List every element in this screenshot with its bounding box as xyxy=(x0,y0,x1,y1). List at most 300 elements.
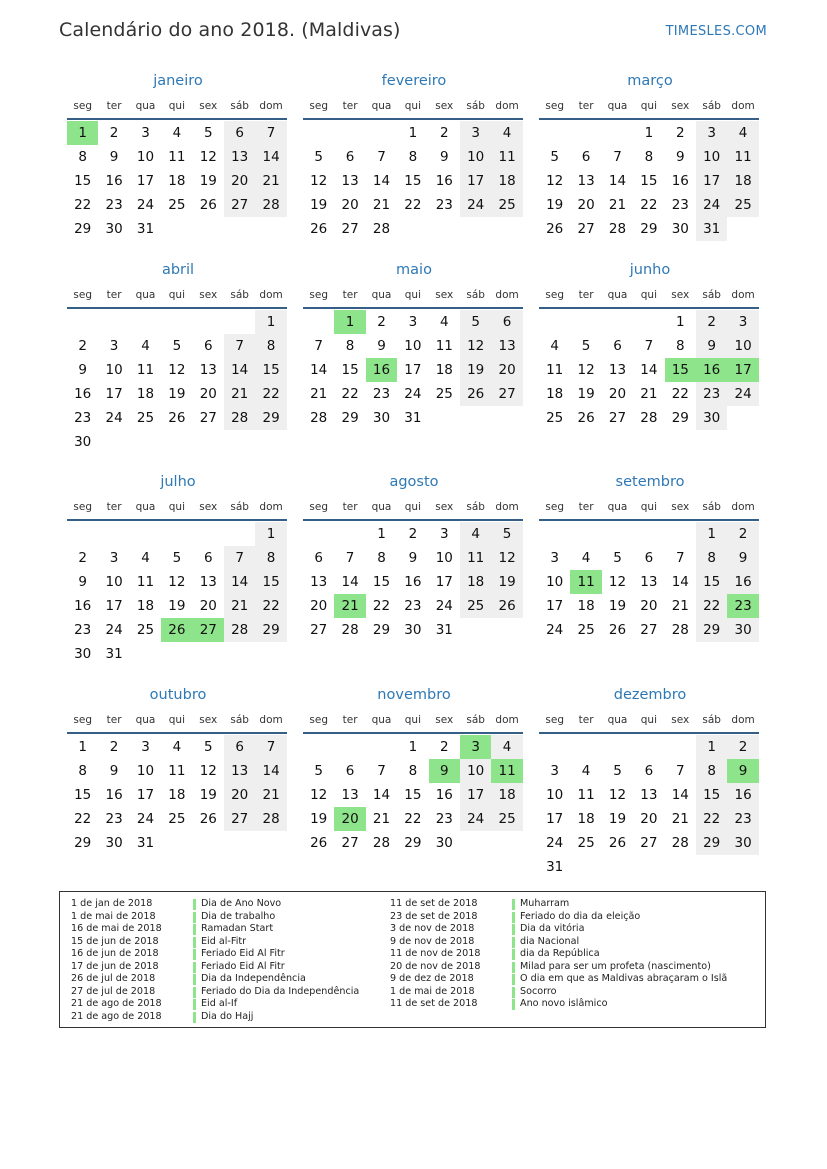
day-cell: 10 xyxy=(404,338,422,354)
day-cell: 28 xyxy=(255,807,286,831)
weekday-label: sex xyxy=(435,100,454,112)
day-cell: 27 xyxy=(310,622,328,638)
weekday-label: ter xyxy=(106,100,122,112)
day-cell: 5 xyxy=(581,338,591,354)
day-cell: 1 xyxy=(377,526,386,542)
day-cell: 7 xyxy=(345,550,355,566)
legend-holiday-name: Ramadan Start xyxy=(201,923,274,934)
legend-holiday-name: Dia da vitória xyxy=(520,923,585,934)
day-cell: 4 xyxy=(460,522,491,546)
weekday-header xyxy=(539,501,761,517)
day-cell: 24 xyxy=(696,193,727,217)
day-cell: 26 xyxy=(577,410,595,426)
weekday-label: qua xyxy=(135,100,156,112)
day-cell: 11 xyxy=(577,787,595,803)
weekday-label: seg xyxy=(73,714,92,726)
weekday-label: ter xyxy=(578,501,594,513)
day-cell: 18 xyxy=(491,169,522,193)
day-cell: 9 xyxy=(696,334,727,358)
day-cell: 8 xyxy=(408,763,418,779)
day-cell: 17 xyxy=(546,598,564,614)
day-cell: 3 xyxy=(460,121,491,145)
day-cell: 21 xyxy=(671,598,689,614)
day-cell: 14 xyxy=(224,570,255,594)
weekday-label: ter xyxy=(342,714,358,726)
day-cell: 12 xyxy=(608,574,627,590)
day-cell: 18 xyxy=(577,811,595,827)
legend-marker xyxy=(193,1012,196,1023)
brand-link[interactable]: TIMESLES.COM xyxy=(665,24,767,39)
weekday-label: qui xyxy=(640,289,657,301)
day-cell: 28 xyxy=(255,193,286,217)
day-cell: 25 xyxy=(577,622,595,638)
day-cell: 19 xyxy=(608,598,627,614)
day-cell: 18 xyxy=(136,386,155,402)
day-cell: 2 xyxy=(727,735,758,759)
day-cell: 29 xyxy=(404,835,422,851)
day-cell-holiday: 21 xyxy=(334,594,365,618)
day-cell-holiday: 11 xyxy=(491,759,522,783)
legend-marker xyxy=(512,937,515,948)
day-cell: 3 xyxy=(109,550,119,566)
day-cell: 26 xyxy=(168,410,186,426)
day-cell: 5 xyxy=(613,550,622,566)
weekday-label: qui xyxy=(168,714,185,726)
legend-holiday-name: Eid al-Fitr xyxy=(201,935,247,947)
day-cell: 10 xyxy=(105,574,123,590)
month-divider xyxy=(67,118,287,120)
day-cell: 20 xyxy=(224,783,255,807)
day-cell: 2 xyxy=(109,739,119,755)
day-cell: 16 xyxy=(435,787,453,803)
day-cell: 21 xyxy=(255,783,286,807)
day-cell: 10 xyxy=(460,759,491,783)
day-cell: 21 xyxy=(640,386,658,402)
legend-date: 1 de jan de 2018 xyxy=(71,898,153,909)
holiday-legend xyxy=(59,891,766,1028)
weekday-label: ter xyxy=(342,100,358,112)
weekday-label: seg xyxy=(309,714,328,726)
day-cell: 30 xyxy=(105,835,123,851)
month-title: fevereiro xyxy=(381,73,447,89)
day-cell: 30 xyxy=(372,410,391,426)
weekday-label: dom xyxy=(495,714,519,726)
day-cell: 2 xyxy=(109,125,119,141)
day-cell: 3 xyxy=(696,121,727,145)
weekday-label: qua xyxy=(371,714,392,726)
day-cell: 29 xyxy=(74,221,92,237)
weekday-label: qui xyxy=(640,714,657,726)
day-cell: 6 xyxy=(345,149,355,165)
weekday-header xyxy=(67,289,289,305)
weekday-header xyxy=(539,714,761,730)
day-cell: 12 xyxy=(168,362,186,378)
day-cell: 6 xyxy=(581,149,591,165)
month-divider xyxy=(67,519,287,521)
day-cell: 3 xyxy=(439,526,449,542)
day-cell: 31 xyxy=(404,410,422,426)
day-cell: 15 xyxy=(74,787,92,803)
day-cell: 31 xyxy=(696,217,727,241)
day-cell: 20 xyxy=(224,169,255,193)
legend-date: 11 de set de 2018 xyxy=(390,898,478,909)
day-cell: 30 xyxy=(74,646,92,662)
legend-holiday-name: Feriado Eid Al Fitr xyxy=(201,960,285,972)
day-cell: 29 xyxy=(74,835,92,851)
weekday-label: qui xyxy=(640,501,657,513)
day-cell: 10 xyxy=(136,149,155,165)
legend-holiday-name: Eid al-If xyxy=(201,998,238,1009)
day-cell: 18 xyxy=(491,783,522,807)
day-cell: 5 xyxy=(172,338,182,354)
day-cell: 12 xyxy=(546,173,564,189)
day-cell: 28 xyxy=(224,618,255,642)
weekday-label: seg xyxy=(545,100,564,112)
day-cell: 30 xyxy=(727,618,758,642)
weekday-header xyxy=(303,100,525,116)
day-cell-holiday: 17 xyxy=(727,358,758,382)
day-cell: 1 xyxy=(675,314,685,330)
day-cell: 21 xyxy=(224,594,255,618)
month-title: maio xyxy=(396,262,432,278)
day-cell: 15 xyxy=(640,173,658,189)
day-cell: 8 xyxy=(255,546,286,570)
day-cell: 2 xyxy=(675,125,685,141)
weekday-label: sáb xyxy=(230,501,249,513)
day-cell: 4 xyxy=(141,338,150,354)
day-cell: 2 xyxy=(78,550,87,566)
day-cell: 10 xyxy=(435,550,453,566)
day-cell: 23 xyxy=(74,622,92,638)
legend-holiday-name: dia da República xyxy=(520,948,600,959)
day-cell: 8 xyxy=(675,338,685,354)
day-cell: 9 xyxy=(408,550,418,566)
day-cell: 14 xyxy=(608,173,627,189)
day-cell: 2 xyxy=(696,310,727,334)
day-cell: 4 xyxy=(141,550,150,566)
day-cell: 21 xyxy=(372,197,391,213)
day-cell-holiday: 15 xyxy=(665,358,696,382)
legend-date: 11 de set de 2018 xyxy=(390,998,478,1009)
weekday-label: ter xyxy=(106,501,122,513)
month-title: dezembro xyxy=(613,687,687,703)
day-cell: 23 xyxy=(435,197,453,213)
day-cell: 1 xyxy=(408,739,418,755)
legend-marker xyxy=(193,999,196,1010)
day-cell: 24 xyxy=(460,807,491,831)
weekday-label: dom xyxy=(495,501,519,513)
weekday-label: sex xyxy=(199,501,218,513)
day-cell: 22 xyxy=(74,811,92,827)
day-cell: 30 xyxy=(404,622,422,638)
day-cell: 27 xyxy=(341,221,359,237)
day-cell: 14 xyxy=(671,574,689,590)
day-cell: 19 xyxy=(168,598,186,614)
day-cell: 11 xyxy=(136,362,155,378)
day-cell: 5 xyxy=(314,763,323,779)
day-cell: 1 xyxy=(696,735,727,759)
day-cell: 5 xyxy=(491,522,522,546)
day-cell: 6 xyxy=(203,550,213,566)
day-cell: 22 xyxy=(671,386,689,402)
day-cell-holiday: 11 xyxy=(570,570,601,594)
day-cell: 23 xyxy=(372,386,391,402)
day-cell: 10 xyxy=(727,334,758,358)
day-cell: 15 xyxy=(255,570,286,594)
day-cell: 8 xyxy=(644,149,654,165)
legend-marker xyxy=(512,999,515,1010)
weekday-label: seg xyxy=(545,289,564,301)
day-cell: 6 xyxy=(224,735,255,759)
day-cell: 29 xyxy=(671,410,689,426)
day-cell: 15 xyxy=(74,173,92,189)
day-cell: 25 xyxy=(546,410,564,426)
weekday-label: dom xyxy=(731,289,755,301)
day-cell: 16 xyxy=(727,570,758,594)
day-cell: 29 xyxy=(255,618,286,642)
day-cell: 9 xyxy=(377,338,386,354)
month-divider xyxy=(303,732,523,734)
day-cell: 16 xyxy=(105,173,123,189)
day-cell-holiday: 20 xyxy=(334,807,365,831)
day-cell: 3 xyxy=(141,739,150,755)
weekday-label: ter xyxy=(106,289,122,301)
legend-marker xyxy=(193,924,196,935)
day-cell: 8 xyxy=(696,546,727,570)
weekday-header xyxy=(303,289,525,305)
day-cell: 15 xyxy=(404,787,422,803)
day-cell: 19 xyxy=(199,787,217,803)
day-cell: 25 xyxy=(491,193,522,217)
day-cell: 21 xyxy=(310,386,328,402)
day-cell: 13 xyxy=(640,787,658,803)
weekday-label: seg xyxy=(309,289,328,301)
weekday-label: dom xyxy=(259,289,283,301)
day-cell: 15 xyxy=(404,173,422,189)
weekday-label: ter xyxy=(342,501,358,513)
legend-date: 1 de mai de 2018 xyxy=(390,985,475,997)
month-divider xyxy=(539,732,759,734)
day-cell: 29 xyxy=(255,406,286,430)
day-cell: 20 xyxy=(341,197,359,213)
day-cell: 9 xyxy=(78,362,87,378)
day-cell: 11 xyxy=(460,546,491,570)
day-cell: 24 xyxy=(404,386,422,402)
day-cell: 30 xyxy=(696,406,727,430)
day-cell: 6 xyxy=(224,121,255,145)
legend-date: 15 de jun de 2018 xyxy=(71,935,159,947)
day-cell: 2 xyxy=(727,522,758,546)
day-cell: 16 xyxy=(105,787,123,803)
day-cell: 27 xyxy=(577,221,595,237)
legend-date: 26 de jul de 2018 xyxy=(71,973,156,984)
day-cell: 19 xyxy=(491,570,522,594)
day-cell: 3 xyxy=(550,550,559,566)
day-cell: 26 xyxy=(199,197,217,213)
day-cell: 31 xyxy=(546,859,564,875)
day-cell: 6 xyxy=(491,310,522,334)
day-cell: 7 xyxy=(675,763,685,779)
legend-marker xyxy=(193,974,196,985)
month-title: junho xyxy=(629,262,671,278)
legend-holiday-name: Dia da Independência xyxy=(201,973,306,984)
legend-date: 21 de ago de 2018 xyxy=(71,998,162,1009)
day-cell-holiday: 27 xyxy=(193,618,224,642)
page-title: Calendário do ano 2018. (Maldivas) xyxy=(59,19,401,41)
month-divider xyxy=(67,307,287,309)
day-cell: 24 xyxy=(546,622,564,638)
day-cell-holiday: 1 xyxy=(67,121,98,145)
legend-marker xyxy=(512,987,515,998)
legend-marker xyxy=(512,962,515,973)
day-cell: 7 xyxy=(613,149,622,165)
day-cell: 14 xyxy=(640,362,658,378)
weekday-label: ter xyxy=(106,714,122,726)
legend-date: 27 de jul de 2018 xyxy=(71,985,156,997)
legend-marker xyxy=(193,987,196,998)
day-cell: 18 xyxy=(460,570,491,594)
day-cell: 6 xyxy=(314,550,323,566)
day-cell: 23 xyxy=(105,811,123,827)
day-cell-holiday: 16 xyxy=(366,358,397,382)
month-title: outubro xyxy=(149,687,207,703)
day-cell: 30 xyxy=(105,221,123,237)
day-cell: 5 xyxy=(172,550,182,566)
weekday-label: sex xyxy=(199,714,218,726)
day-cell-holiday: 1 xyxy=(334,310,365,334)
day-cell: 28 xyxy=(608,221,627,237)
day-cell: 11 xyxy=(168,763,186,779)
legend-marker xyxy=(512,924,515,935)
legend-marker xyxy=(193,949,196,960)
day-cell: 24 xyxy=(136,197,155,213)
weekday-label: dom xyxy=(731,100,755,112)
day-cell: 18 xyxy=(435,362,453,378)
day-cell: 23 xyxy=(696,382,727,406)
legend-date: 16 de mai de 2018 xyxy=(71,923,162,934)
day-cell: 11 xyxy=(727,145,758,169)
day-cell: 4 xyxy=(581,550,591,566)
weekday-header xyxy=(539,289,761,305)
weekday-label: qui xyxy=(168,289,185,301)
day-cell: 7 xyxy=(675,550,685,566)
day-cell: 11 xyxy=(168,149,186,165)
day-cell: 27 xyxy=(491,382,522,406)
day-cell: 21 xyxy=(372,811,391,827)
day-cell: 10 xyxy=(546,574,564,590)
day-cell: 17 xyxy=(105,386,123,402)
day-cell: 25 xyxy=(577,835,595,851)
day-cell: 12 xyxy=(577,362,595,378)
day-cell: 4 xyxy=(172,739,182,755)
day-cell: 10 xyxy=(136,763,155,779)
weekday-header xyxy=(67,100,289,116)
legend-marker xyxy=(193,912,196,923)
weekday-label: sex xyxy=(671,714,690,726)
day-cell: 26 xyxy=(608,622,627,638)
weekday-label: dom xyxy=(259,100,283,112)
day-cell: 31 xyxy=(136,835,155,851)
day-cell: 25 xyxy=(136,410,155,426)
day-cell: 3 xyxy=(550,763,559,779)
day-cell: 27 xyxy=(199,410,217,426)
day-cell: 27 xyxy=(640,622,658,638)
legend-holiday-name: Dia de Ano Novo xyxy=(201,898,282,909)
month-title: novembro xyxy=(377,687,451,703)
weekday-label: sex xyxy=(671,289,690,301)
weekday-label: qua xyxy=(371,100,392,112)
day-cell-holiday: 16 xyxy=(696,358,727,382)
day-cell: 7 xyxy=(255,735,286,759)
day-cell: 22 xyxy=(696,807,727,831)
day-cell: 24 xyxy=(546,835,564,851)
weekday-label: dom xyxy=(495,289,519,301)
day-cell: 22 xyxy=(255,594,286,618)
legend-holiday-name: Dia do Hajj xyxy=(201,1010,254,1022)
day-cell: 14 xyxy=(372,787,391,803)
day-cell: 29 xyxy=(640,221,658,237)
month-divider xyxy=(303,307,523,309)
day-cell: 20 xyxy=(310,598,328,614)
legend-date: 11 de nov de 2018 xyxy=(390,948,481,959)
day-cell: 28 xyxy=(640,410,658,426)
month-title: janeiro xyxy=(153,73,203,89)
weekday-label: sex xyxy=(435,714,454,726)
weekday-label: dom xyxy=(259,714,283,726)
weekday-label: qua xyxy=(607,100,628,112)
legend-holiday-name: Feriado Eid Al Fitr xyxy=(201,948,285,959)
month-divider xyxy=(539,307,759,309)
day-cell: 25 xyxy=(727,193,758,217)
day-cell: 22 xyxy=(372,598,391,614)
weekday-label: sex xyxy=(671,100,690,112)
weekday-label: qua xyxy=(135,289,156,301)
day-cell: 17 xyxy=(136,173,155,189)
day-cell: 8 xyxy=(408,149,418,165)
day-cell: 24 xyxy=(460,193,491,217)
day-cell: 6 xyxy=(203,338,213,354)
month-title: março xyxy=(627,73,673,89)
month-title: agosto xyxy=(389,474,439,490)
day-cell: 6 xyxy=(644,550,654,566)
weekday-label: sáb xyxy=(466,714,485,726)
day-cell: 22 xyxy=(696,594,727,618)
day-cell: 11 xyxy=(435,338,453,354)
legend-holiday-name: Milad para ser um profeta (nascimento) xyxy=(520,960,711,972)
day-cell: 24 xyxy=(105,622,123,638)
day-cell: 19 xyxy=(199,173,217,189)
day-cell: 20 xyxy=(577,197,595,213)
day-cell: 18 xyxy=(727,169,758,193)
day-cell: 26 xyxy=(460,382,491,406)
day-cell: 22 xyxy=(255,382,286,406)
weekday-label: ter xyxy=(578,100,594,112)
day-cell: 26 xyxy=(199,811,217,827)
weekday-header xyxy=(303,714,525,730)
legend-date: 9 de dez de 2018 xyxy=(390,973,474,984)
day-cell: 26 xyxy=(491,594,522,618)
weekday-label: seg xyxy=(73,289,92,301)
day-cell: 12 xyxy=(310,173,328,189)
day-cell: 13 xyxy=(310,574,328,590)
weekday-label: sex xyxy=(435,501,454,513)
day-cell: 2 xyxy=(439,125,449,141)
day-cell: 8 xyxy=(255,334,286,358)
legend-date: 23 de set de 2018 xyxy=(390,910,478,922)
day-cell: 20 xyxy=(640,598,658,614)
day-cell: 12 xyxy=(199,763,217,779)
month-title: setembro xyxy=(615,474,685,490)
